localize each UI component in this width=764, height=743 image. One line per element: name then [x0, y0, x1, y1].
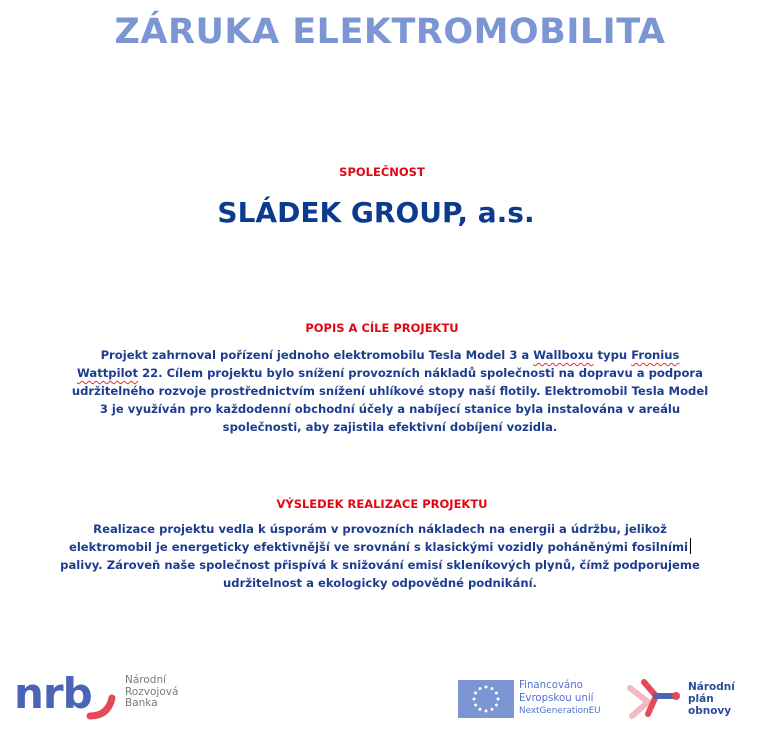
description-line-2: Wattpilot 22. Cílem projektu bylo snížení provozních nákladů společnosti na dopravu a podpora: [77, 366, 703, 380]
company-name: SLÁDEK GROUP, a.s.: [217, 196, 535, 229]
description-line-3: udržitelného rozvoje prostřednictvím snížení uhlíkové stopy naší flotily. Elektromobil Tesla Model: [71, 384, 709, 398]
eu-star-icon: [497, 698, 500, 701]
eu-star-icon: [491, 708, 494, 711]
eu-star-icon: [495, 692, 498, 695]
eu-star-icon: [479, 708, 482, 711]
npo-line-1: Národní: [688, 681, 735, 693]
nrb-logo-text: nrb: [14, 672, 92, 718]
eu-star-icon: [491, 687, 494, 690]
eu-star-icon: [474, 704, 477, 707]
eu-star-icon: [485, 686, 488, 689]
npo-line-2: plán: [688, 693, 714, 705]
description-line-4: 3 je využíván pro každodenní obchodní účely a nabíjecí stanice byla instalována v areálu: [99, 402, 681, 416]
eu-sub: NextGenerationEU: [519, 706, 601, 716]
description-paragraph: [70, 346, 710, 436]
result-paragraph: [60, 520, 700, 592]
company-label: SPOLEČNOST: [339, 165, 425, 179]
description-line-1: Projekt zahrnoval pořízení jednoho elektromobilu Tesla Model 3 a Wallboxu typu Fronius: [100, 348, 680, 362]
npo-name: [688, 681, 735, 717]
result-line-1: Realizace projektu vedla k úsporám v provozních nákladech na energii a údržbu, jelikož: [93, 522, 667, 536]
result-line-3: palivy. Zároveň naše společnost přispívá k snižování emisí skleníkových plynů, čímž podporujeme: [60, 558, 700, 572]
nrb-name: [125, 675, 178, 710]
result-line-2: elektromobil je energeticky efektivnější ve srovnání s klasickými vozidly poháněnými fosilními: [68, 540, 689, 554]
npo-logo-icon: [626, 676, 686, 722]
eu-flag-icon: [458, 680, 514, 718]
eu-line-2: Evropskou unií: [519, 692, 594, 704]
text-cursor: [690, 538, 691, 554]
eu-funding-text: [519, 680, 601, 718]
eu-star-icon: [479, 687, 482, 690]
result-line-4: udržitelnost a ekologicky odpovědné podnikání.: [223, 576, 537, 590]
page-title: ZÁRUKA ELEKTROMOBILITA: [114, 12, 666, 52]
nrb-line-1: Národní: [125, 674, 167, 686]
eu-star-icon: [473, 698, 476, 701]
nrb-line-2: Rozvojová: [125, 685, 179, 698]
description-line: [70, 346, 710, 364]
nrb-logo-icon: [14, 672, 120, 722]
eu-star-icon: [485, 710, 488, 713]
result-heading: VÝSLEDEK REALIZACE PROJEKTU: [276, 497, 488, 511]
eu-line-1: Financováno: [519, 680, 583, 691]
eu-star-icon: [495, 704, 498, 707]
description-heading: POPIS A CÍLE PROJEKTU: [305, 321, 459, 335]
description-line-5: společnosti, aby zajistila efektivní dobíjení vozidla.: [222, 420, 558, 434]
result-line-wrap: [60, 538, 700, 556]
eu-star-icon: [474, 692, 477, 695]
npo-line-3: obnovy: [688, 705, 732, 717]
nrb-line-3: Banka: [125, 697, 158, 709]
